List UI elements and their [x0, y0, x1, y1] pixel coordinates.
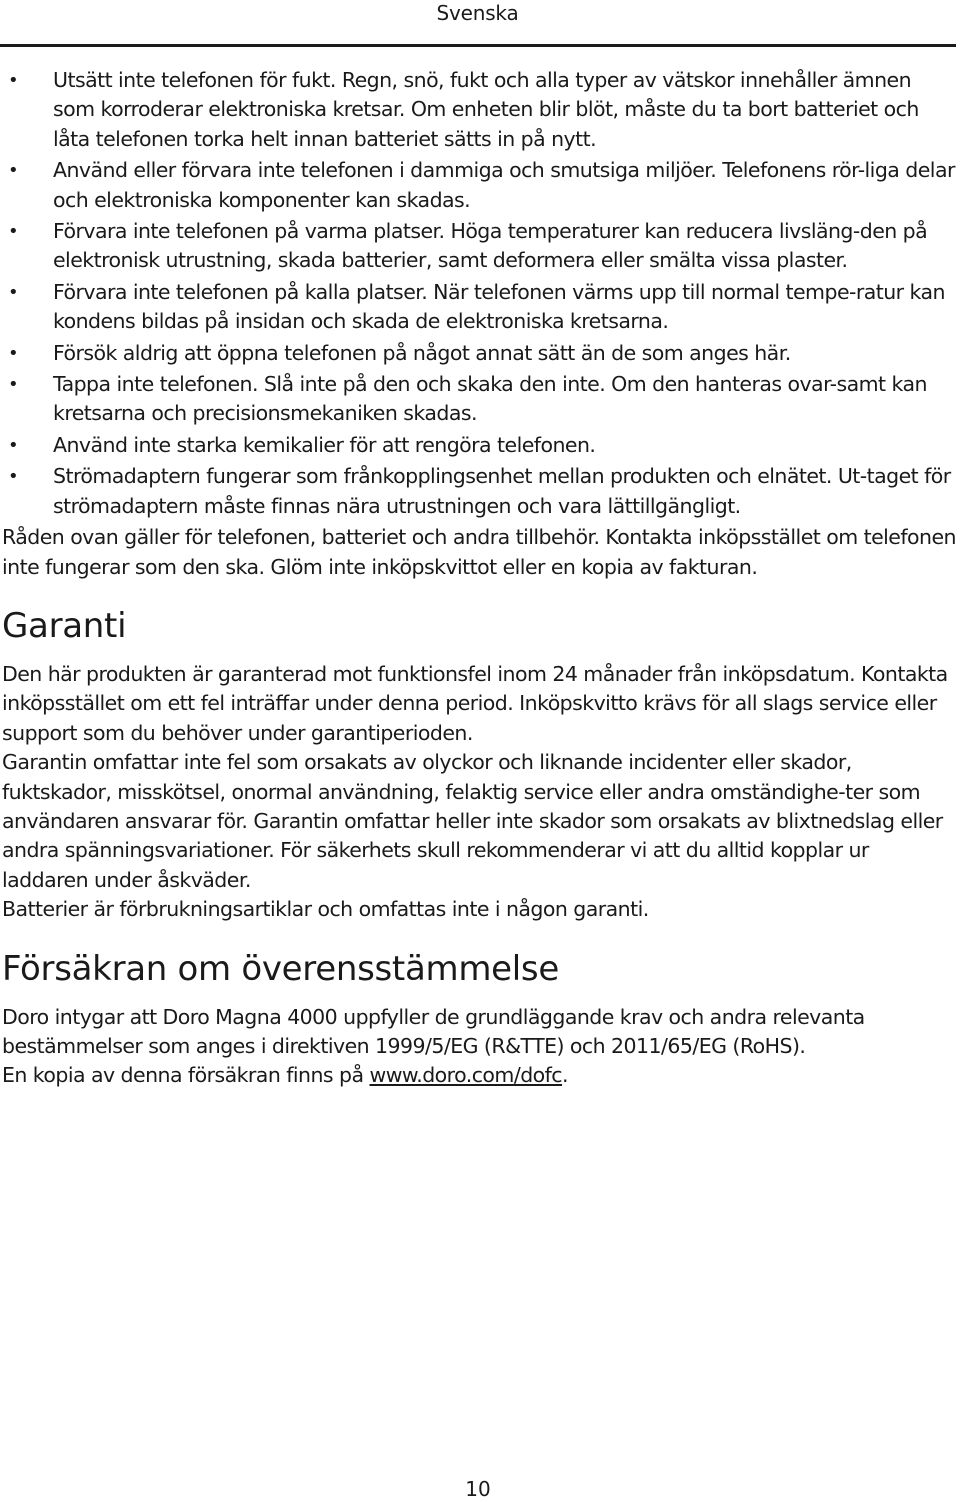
header-divider — [0, 44, 956, 47]
declaration-copy-prefix: En kopia av denna försäkran finns på — [2, 1063, 370, 1088]
warranty-paragraph-1: Den här produkten är garanterad mot funktionsfel inom 24 månader från inköpsdatum. Kontakta inköpsstället om ett fel inträffar under denna period. Inköpskvitto krävs för all slags service eller support som du behöver under garantiperioden. — [2, 661, 948, 745]
safety-bullet-dust: • Använd eller förvara inte telefonen i dammiga och smutsiga miljöer. Telefonens rör-liga delar och elektroniska komponenter kan skadas. — [2, 156, 956, 215]
safety-bullet-moisture: • Utsätt inte telefonen för fukt. Regn, snö, fukt och alla typer av vätskor innehåller ämnen som korroderar elektroniska kretsar. Om enheten blir blöt, måste du ta bort batteriet och låta telefonen torka helt innan batteriet sätts in på nytt. — [2, 66, 956, 154]
warranty-paragraph-2: Garantin omfattar inte fel som orsakats av olyckor och liknande incidenter eller skador, fuktskador, misskötsel, onormal användning, felaktig service eller andra omständighe-ter som användaren ansvarar för. Garantin omfattar heller inte skador som orsakats av blixtnedslag eller andra spänningsvariationer. För säkerhets skull rekommenderar vi att du alltid kopplar ur laddaren under åskväder. — [2, 750, 943, 892]
safety-bullet-chemicals: • Använd inte starka kemikalier för att rengöra telefonen. — [2, 431, 956, 460]
declaration-paragraph: Doro intygar att Doro Magna 4000 uppfyller de grundläggande krav och andra relevanta bestämmelser som anges i direktiven 1999/5/EG (R&TTE) och 2011/65/EG (RoHS). — [2, 1004, 865, 1058]
page-number: 10 — [465, 1477, 491, 1501]
warranty-paragraph-3: Batterier är förbrukningsartiklar och omfattas inte i någon garanti. — [2, 897, 649, 922]
declaration-copy-suffix: . — [562, 1063, 569, 1088]
safety-closing-paragraph: Råden ovan gäller för telefonen, batteriet och andra tillbehör. Kontakta inköpsstället om telefonen inte fungerar som den ska. Glöm inte inköpskvittot eller en kopia av fakturan. — [2, 525, 956, 579]
safety-bullet-dropping: • Tappa inte telefonen. Slå inte på den och skaka den inte. Om den hanteras ovar-samt kan kretsarna och precisionsmekaniken skadas. — [2, 370, 956, 429]
header-language: Svenska — [436, 1, 519, 25]
safety-list — [2, 66, 956, 521]
safety-bullet-heat: • Förvara inte telefonen på varma platser. Höga temperaturer kan reducera livsläng-den på elektronisk utrustning, skada batterier, samt deformera eller smälta vissa plaster. — [2, 217, 956, 276]
declaration-heading: Försäkran om överensstämmelse — [2, 948, 559, 989]
safety-bullet-adapter: • Strömadaptern fungerar som frånkopplingsenhet mellan produkten och elnätet. Ut-taget för strömadaptern måste finnas nära utrustningen och vara lättillgängligt. — [2, 462, 956, 521]
page-content — [2, 66, 956, 1091]
declaration-copy-line — [2, 1061, 956, 1090]
doro-dofc-link[interactable]: www.doro.com/dofc — [369, 1063, 563, 1088]
safety-bullet-cold: • Förvara inte telefonen på kalla platser. När telefonen värms upp till normal tempe-ratur kan kondens bildas på insidan och skada de elektroniska kretsarna. — [2, 278, 956, 337]
safety-bullet-opening: • Försök aldrig att öppna telefonen på något annat sätt än de som anges här. — [2, 339, 956, 368]
warranty-heading: Garanti — [2, 605, 127, 646]
